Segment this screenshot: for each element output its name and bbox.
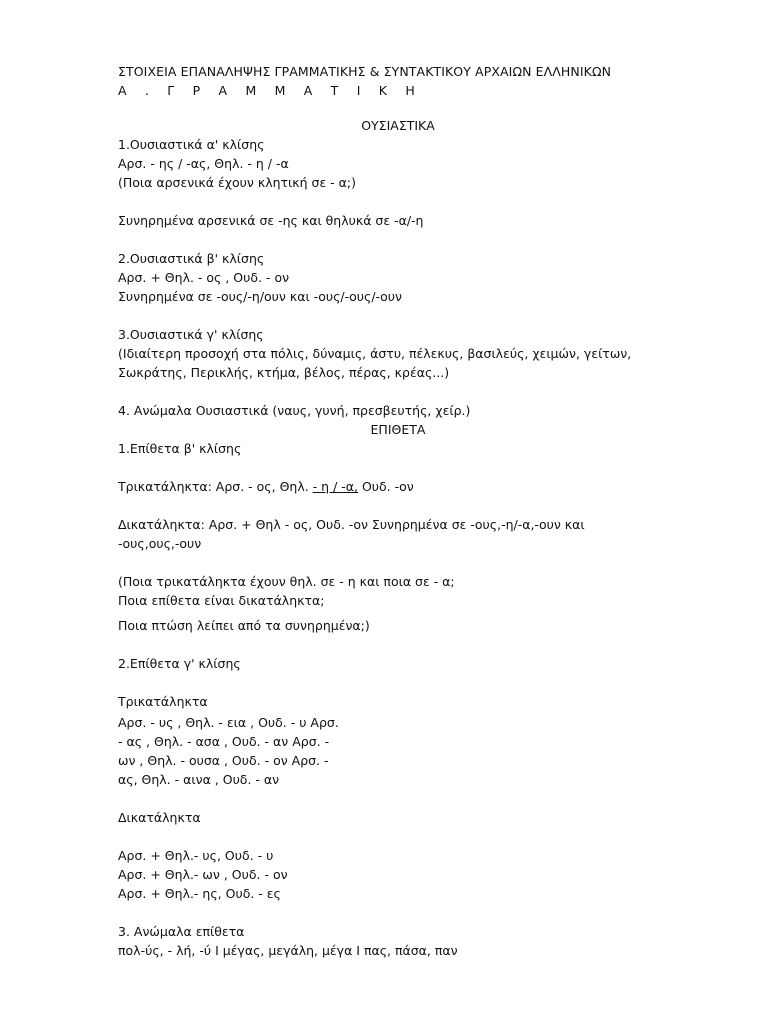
nouns-irregular: 4. Ανώμαλα Ουσιαστικά (ναυς, γυνή, πρεσβευτής, χείρ.) — [118, 403, 471, 418]
adjectives-irregular-title: 3. Ανώμαλα επίθετα — [118, 924, 245, 939]
nouns-a-title: 1.Ουσιαστικά α' κλίσης — [118, 137, 265, 152]
nouns-c-title: 3.Ουσιαστικά γ' κλίσης — [118, 327, 264, 342]
adjectives-tri-line — [118, 477, 678, 496]
adjectives-question-3: Ποια πτώση λείπει από τα συνηρημένα;) — [118, 618, 370, 633]
adjectives-c-tri-line2: - ας , Θηλ. - ασα , Ουδ. - αν Αρσ. - — [118, 734, 330, 749]
section-title-grammar: Α . Γ Ρ Α Μ Μ Α Τ Ι Κ Η — [118, 83, 422, 98]
adjectives-b-title: 1.Επίθετα β' κλίσης — [118, 441, 242, 456]
adjectives-bi-line2: -ους,ους,-ουν — [118, 536, 202, 551]
document-page — [118, 62, 678, 960]
nouns-b-title: 2.Ουσιαστικά β' κλίσης — [118, 251, 265, 266]
nouns-heading: ΟΥΣΙΑΣΤΙΚΑ — [361, 118, 435, 133]
adjectives-tri-underlined: - η / -α, — [312, 479, 358, 494]
adjectives-question-1: (Ποια τρικατάληκτα έχουν θηλ. σε - η και ποια σε - α; — [118, 574, 455, 589]
adjectives-c-bi-line1: Αρσ. + Θηλ.- υς, Ουδ. - υ — [118, 848, 274, 863]
nouns-b-line1: Αρσ. + Θηλ. - ος , Ουδ. - ον — [118, 270, 290, 285]
adjectives-c-tri-line3: ων , Θηλ. - ουσα , Ουδ. - ον Αρσ. - — [118, 753, 329, 768]
adjectives-heading: ΕΠΙΘΕΤΑ — [370, 422, 426, 437]
nouns-a-line2: (Ποια αρσενικά έχουν κλητική σε - α;) — [118, 175, 356, 190]
adjectives-bi-line1: Δικατάληκτα: Αρσ. + Θηλ - ος, Ουδ. -ον Συνηρημένα σε -ους,-η/-α,-ουν και — [118, 517, 585, 532]
adjectives-tri-prefix: Τρικατάληκτα: Αρσ. - ος, Θηλ. — [118, 479, 313, 494]
document-title: ΣΤΟΙΧΕΙΑ ΕΠΑΝΑΛΗΨΗΣ ΓΡΑΜΜΑΤΙΚΗΣ & ΣΥΝΤΑΚΤΙΚΟΥ ΑΡΧΑΙΩΝ ΕΛΛΗΝΙΚΩΝ — [118, 64, 612, 79]
nouns-a-contracted: Συνηρημένα αρσενικά σε -ης και θηλυκά σε -α/-η — [118, 213, 424, 228]
adjectives-tri-suffix: Ουδ. -ον — [357, 479, 414, 494]
nouns-a-line1: Αρσ. - ης / -ας, Θηλ. - η / -α — [118, 156, 289, 171]
adjectives-c-tri-title: Τρικατάληκτα — [118, 694, 208, 709]
nouns-b-line2: Συνηρημένα σε -ους/-η/ουν και -ους/-ους/-ουν — [118, 289, 402, 304]
nouns-c-line2: Σωκράτης, Περικλής, κτήμα, βέλος, πέρας, κρέας...) — [118, 365, 450, 380]
adjectives-c-title: 2.Επίθετα γ' κλίσης — [118, 656, 241, 671]
adjectives-c-bi-title: Δικατάληκτα — [118, 810, 201, 825]
adjectives-c-tri-line1: Αρσ. - υς , Θηλ. - εια , Ουδ. - υ Αρσ. — [118, 715, 339, 730]
adjectives-c-bi-line2: Αρσ. + Θηλ.- ων , Ουδ. - ον — [118, 867, 288, 882]
adjectives-question-2: Ποια επίθετα είναι δικατάληκτα; — [118, 593, 325, 608]
nouns-c-line1: (Ιδιαίτερη προσοχή στα πόλις, δύναμις, άστυ, πέλεκυς, βασιλεύς, χειμών, γείτων, — [118, 346, 632, 361]
adjectives-c-bi-line3: Αρσ. + Θηλ.- ης, Ουδ. - ες — [118, 886, 281, 901]
adjectives-irregular-line: πολ-ύς, - λή, -ύ Ι μέγας, μεγάλη, μέγα Ι πας, πάσα, παν — [118, 943, 458, 958]
adjectives-c-tri-line4: ας, Θηλ. - αινα , Ουδ. - αν — [118, 772, 280, 787]
